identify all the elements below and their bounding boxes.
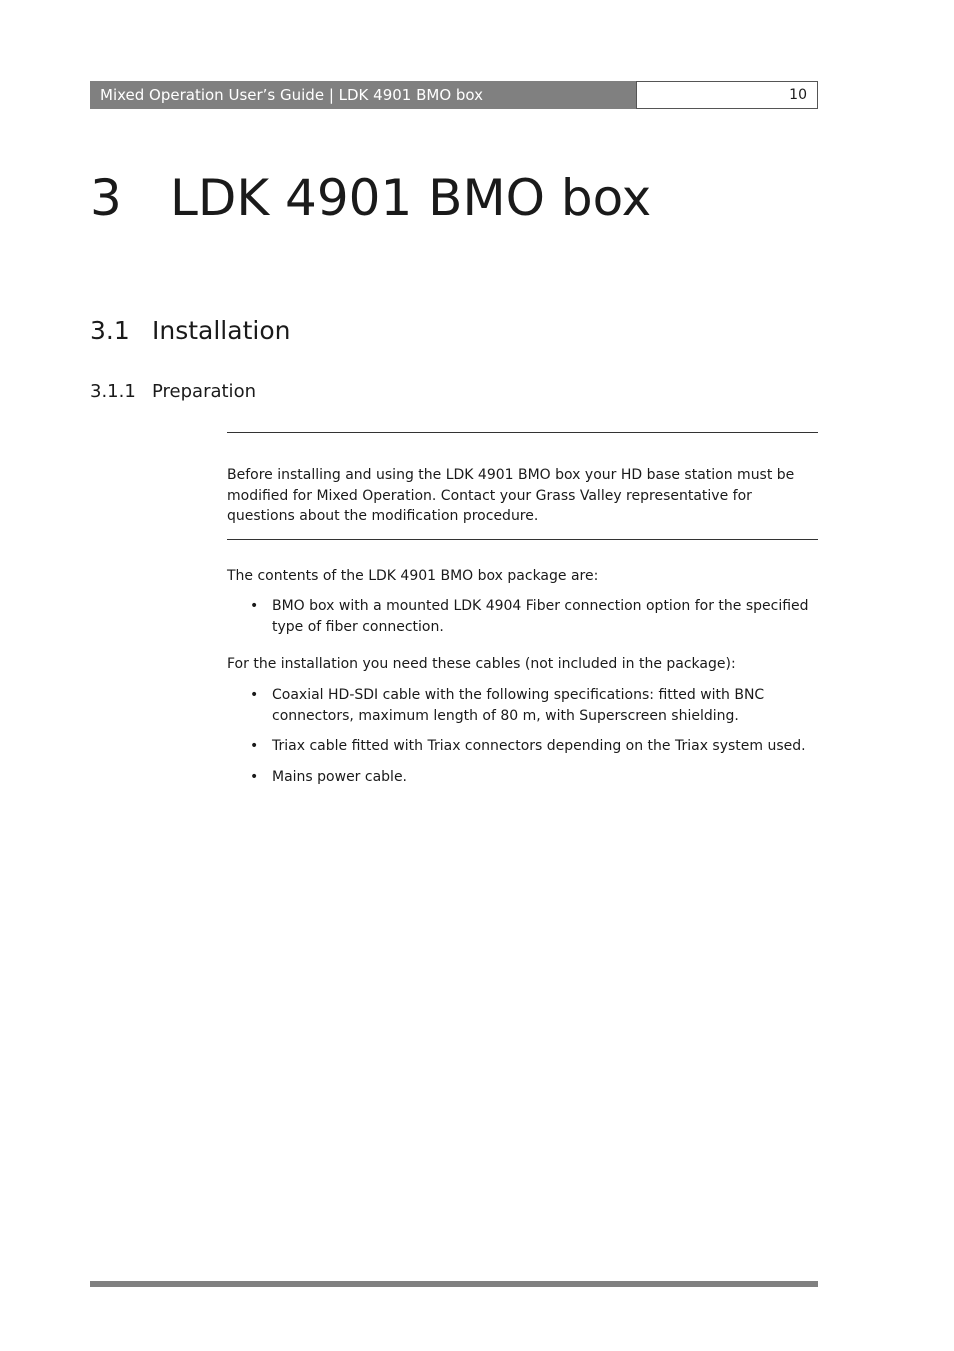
subsection-title: Preparation [152, 381, 256, 402]
contents-intro: The contents of the LDK 4901 BMO box package are: [227, 568, 599, 584]
cables-intro: For the installation you need these cables (not included in the package): [227, 656, 736, 672]
note-top-divider [227, 432, 818, 433]
cables-list [227, 685, 818, 797]
subsection-number: 3.1.1 [90, 381, 136, 402]
page-header [90, 81, 818, 109]
bullet-icon: • [250, 768, 259, 785]
bullet-icon: • [250, 738, 259, 754]
list-item [227, 767, 818, 788]
section-title: Installation [152, 316, 291, 345]
contents-list [227, 596, 818, 647]
section-number: 3.1 [90, 316, 130, 345]
chapter-heading [90, 166, 651, 230]
chapter-number: 3 [90, 169, 122, 227]
section-heading [90, 314, 290, 348]
note-text: Before installing and using the LDK 4901 BMO box your HD base station must be modified for Mixed Operation. Contact your Grass Valley representative for questions about the modification procedure. [227, 467, 795, 524]
header-page-number: 10 [636, 81, 818, 109]
list-item-text: Coaxial HD-SDI cable with the following specifications: fitted with BNC connectors, maximum length of 80 m, with Superscreen shielding. [272, 687, 765, 724]
header-document-title: Mixed Operation User’s Guide | LDK 4901 BMO box [90, 81, 636, 109]
list-item [227, 685, 818, 726]
list-item-text: Triax cable fitted with Triax connectors depending on the Triax system used. [272, 738, 806, 754]
list-item-text: BMO box with a mounted LDK 4904 Fiber connection option for the specified type of fiber connection. [272, 598, 809, 635]
list-item-text: Mains power cable. [272, 768, 408, 785]
list-item [227, 596, 818, 637]
bullet-icon: • [250, 687, 259, 703]
footer-bar [90, 1281, 818, 1287]
bullet-icon: • [250, 598, 259, 614]
list-item [227, 736, 818, 757]
subsection-heading [90, 380, 256, 404]
chapter-title: LDK 4901 BMO box [170, 169, 652, 227]
note-bottom-divider [227, 539, 818, 540]
